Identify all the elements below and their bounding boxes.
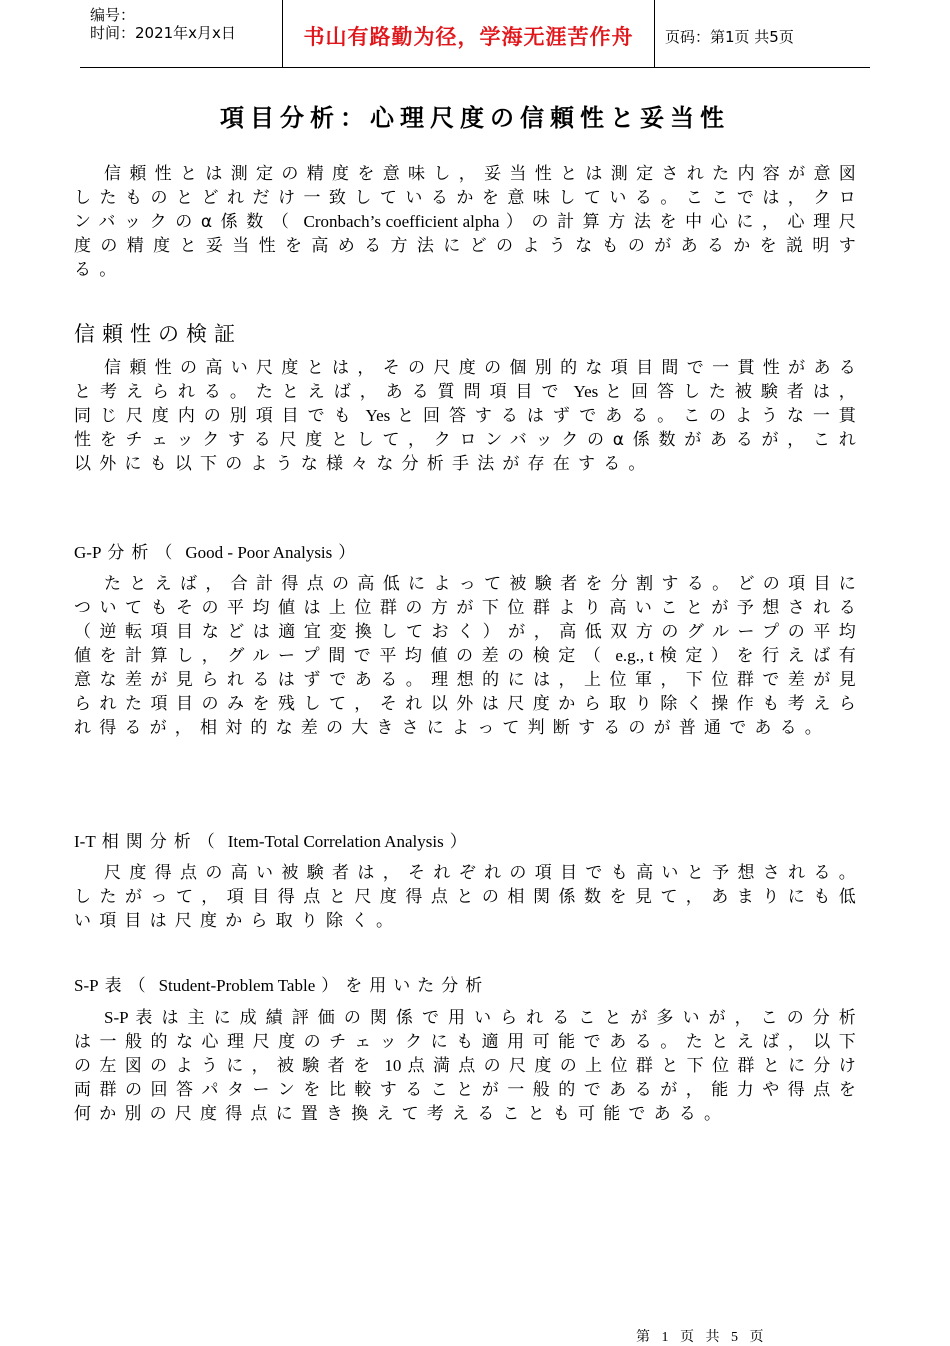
document-date-label: 时间：2021年x月x日 — [90, 24, 236, 42]
sp-number: 10 — [384, 1056, 402, 1075]
section-heading-sp — [74, 971, 489, 996]
header-page-cell — [655, 0, 870, 67]
gp-heading-jp: 分析（ — [107, 543, 180, 563]
it-heading-prefix: I-T — [74, 832, 96, 851]
sp-paragraph — [74, 1006, 864, 1126]
header-motto: 书山有路勤为径，学海无涯苦作舟 — [303, 25, 634, 49]
page-footer: 第 1 页 共 5 页 — [636, 1330, 768, 1345]
intro-latin-term: Cronbach’s coefficient alpha — [303, 212, 500, 231]
it-heading-jp: 相関分析（ — [101, 832, 222, 852]
it-heading-close: ） — [449, 832, 474, 852]
gp-heading-latin: Good - Poor Analysis — [185, 543, 333, 562]
gp-text-1: たとえば，合計得点の高低によって被験者を分割する。どの項目についてもその平均値は上位群の方が下位群より高いことが予想される（逆転項目などは適宜変換しておく）が，高低双方のグループの平均値を計算し，グループ間で平均値の差の検定（ — [74, 574, 864, 666]
section-heading-reliability: 信頼性の検証 — [74, 322, 242, 346]
sp-heading-prefix: S-P — [74, 976, 99, 995]
header-motto-cell — [282, 0, 655, 67]
intro-text-2: ）の計算方法を中心に，心理尺度の精度と妥当性を高める方法にどのようなものがあるかを説明する。 — [74, 212, 864, 280]
reliability-yes-2: Yes — [365, 406, 391, 425]
reliability-text-3: と回答するはずである。このような一貫性をチェックする尺度として，クロンバックのα係数があるが，これ以外にも以下のような様々な分析手法が存在する。 — [74, 406, 865, 474]
intro-paragraph — [74, 162, 864, 282]
sp-heading-close: ）を用いた分析 — [321, 976, 490, 996]
gp-paragraph — [74, 572, 864, 740]
reliability-yes-1: Yes — [573, 382, 599, 401]
sp-heading-jp: 表（ — [104, 976, 153, 996]
it-paragraph: 尺度得点の高い被験者は，それぞれの項目でも高いと予想される。したがって，項目得点と尺度得点との相関係数を見て，あまりにも低い項目は尺度から取り除く。 — [74, 863, 864, 931]
gp-latin-eg: e.g., t — [615, 646, 654, 665]
intro-text-1: 信頼性とは測定の精度を意味し，妥当性とは測定された内容が意図したものとどれだけ一致しているかを意味している。ここでは，クロンバックのα係数（ — [74, 164, 864, 232]
sp-heading-latin: Student-Problem Table — [158, 976, 316, 995]
sp-latin-term: S-P — [104, 1008, 129, 1027]
gp-text-2: 検定）を行えば有意な差が見られるはずである。理想的には，上位軍，下位群で差が見られた項目のみを残して，それ以外は尺度から取り除く操作も考えられ得るが，相対的な差の大きさによって判断するのが普通である。 — [74, 646, 864, 738]
document-number-label: 编号： — [90, 6, 136, 24]
document-title: 項目分析：心理尺度の信頼性と妥当性 — [220, 104, 730, 132]
section-heading-gp — [74, 538, 362, 563]
header-page-info: 页码：第1页 共5页 — [665, 28, 794, 46]
sp-text-2: 点満点の尺度の上位群と下位群とに分け両群の回答パターンを比較することが一般的であるが，能力や得点を何か別の尺度得点に置き換えて考えることも可能である。 — [74, 1056, 864, 1124]
document-header — [80, 0, 870, 68]
reliability-text-1: 信頼性の高い尺度とは，その尺度の個別的な項目間で一貫性があると考えられる。たとえば，ある質問項目で — [74, 358, 864, 402]
reliability-text-2: と回答した被験者は，同じ尺度内の別項目でも — [74, 382, 864, 426]
sp-text-1: 表は主に成績評価の関係で用いられることが多いが，この分析は一般的な心理尺度のチェックにも適用可能である。たとえば，以下の左図のように，被験者を — [74, 1008, 864, 1076]
it-heading-latin: Item-Total Correlation Analysis — [227, 832, 444, 851]
gp-heading-prefix: G-P — [74, 543, 102, 562]
gp-heading-close: ） — [338, 543, 363, 563]
reliability-paragraph — [74, 356, 864, 476]
header-info-cell — [80, 0, 282, 67]
section-heading-it — [74, 827, 474, 852]
